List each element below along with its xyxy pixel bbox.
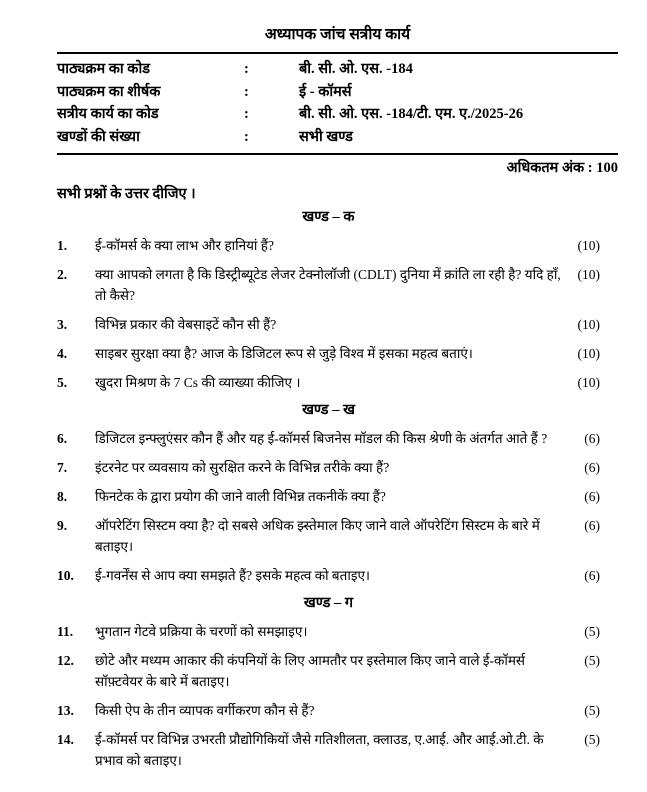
instruction-line: सभी प्रश्नों के उत्तर दीजिए ।	[57, 186, 196, 202]
course-code-value: बी. सी. ओ. एस. -184	[299, 61, 413, 77]
question-text: ई-गवर्नेंस से आप क्या समझते हैं? इसके महत्व को बताइए।	[95, 568, 371, 583]
question-text: ई-कॉमर्स पर विभिन्न उभरती प्रौद्योगिकियों जैसे गतिशीलता, क्लाउड, ए.आई. और आई.ओ.टी. के प्रभाव को बताइए।	[95, 732, 544, 768]
sections-count-label: खण्डों की संख्या	[57, 128, 140, 145]
question-marks: (6)	[584, 518, 600, 533]
question-number: 1.	[57, 238, 68, 253]
question-row	[57, 428, 618, 449]
question-row	[57, 565, 618, 586]
course-info-table	[57, 52, 618, 155]
question-row	[57, 235, 618, 256]
question-marks: (6)	[584, 568, 600, 583]
question-marks: (5)	[584, 703, 600, 718]
question-text: इंटरनेट पर व्यवसाय को सुरक्षित करने के विभिन्न तरीके क्या हैं?	[95, 460, 390, 475]
sections-count-value: सभी खण्ड	[299, 128, 353, 145]
question-number: 5.	[57, 375, 68, 390]
question-number: 8.	[57, 489, 68, 504]
question-text: क्या आपको लगता है कि डिस्ट्रीब्यूटेड लेजर टेक्नोलॉजी (CDLT) दुनिया में क्रांति ला रही है? यदि हाँ, तो कैसे?	[95, 267, 561, 303]
question-number: 13.	[57, 703, 74, 718]
question-marks: (6)	[584, 460, 600, 475]
question-row	[57, 314, 618, 335]
question-marks: (10)	[577, 267, 600, 282]
question-text: भुगतान गेटवे प्रक्रिया के चरणों को समझाइए।	[95, 624, 308, 639]
question-sections	[57, 208, 618, 771]
section-heading: खण्ड – ग	[303, 595, 354, 611]
section-heading: खण्ड – क	[302, 209, 355, 225]
question-row	[57, 621, 618, 642]
question-text: डिजिटल इन्फ्लुएंसर कौन हैं और यह ई-कॉमर्स बिजनेस मॉडल की किस श्रेणी के अंतर्गत आते हैं ?	[95, 431, 548, 446]
question-marks: (5)	[584, 624, 600, 639]
course-code-label: पाठ्यक्रम का कोड	[57, 61, 150, 77]
question-marks: (10)	[577, 375, 600, 390]
separator-colon: :	[244, 106, 249, 122]
course-code-row	[57, 58, 618, 81]
course-title-row	[57, 81, 618, 104]
question-marks: (10)	[577, 238, 600, 253]
question-text: किसी ऐप के तीन व्यापक वर्गीकरण कौन से हैं?	[95, 703, 315, 718]
question-row	[57, 343, 618, 364]
question-number: 12.	[57, 653, 74, 668]
question-number: 4.	[57, 346, 68, 361]
question-number: 6.	[57, 431, 68, 446]
question-marks: (6)	[584, 431, 600, 446]
question-marks: (5)	[584, 653, 600, 668]
question-row	[57, 700, 618, 721]
section-heading: खण्ड – ख	[302, 402, 355, 418]
question-row	[57, 264, 618, 306]
course-title-value: ई - कॉमर्स	[299, 83, 352, 100]
separator-colon: :	[244, 83, 249, 100]
assignment-code-value: बी. सी. ओ. एस. -184/टी. एम. ए./2025-26	[299, 106, 524, 122]
question-number: 7.	[57, 460, 68, 475]
question-marks: (10)	[577, 317, 600, 332]
question-row	[57, 515, 618, 557]
separator-colon: :	[244, 128, 249, 145]
question-number: 9.	[57, 518, 68, 533]
question-text: ई-कॉमर्स के क्या लाभ और हानियां हैं?	[95, 238, 274, 253]
question-marks: (10)	[577, 346, 600, 361]
question-text: खुदरा मिश्रण के 7 Cs की व्याख्या कीजिए ।	[95, 375, 301, 390]
question-text: साइबर सुरक्षा क्या है? आज के डिजिटल रूप से जुड़े विश्व में इसका महत्व बताएं।	[95, 346, 473, 361]
question-number: 14.	[57, 732, 74, 747]
question-text: विभिन्न प्रकार की वेबसाइटें कौन सी हैं?	[95, 317, 277, 332]
question-number: 11.	[57, 624, 74, 639]
question-row	[57, 457, 618, 478]
question-text: छोटे और मध्यम आकार की कंपनियों के लिए आमतौर पर इस्तेमाल किए जाने वाले ई-कॉमर्स सॉफ़्टवेयर के बारे में बताइए।	[95, 653, 526, 689]
max-marks: अधिकतम अंक : 100	[506, 160, 618, 176]
question-number: 3.	[57, 317, 68, 332]
question-marks: (6)	[584, 489, 600, 504]
question-number: 2.	[57, 267, 68, 282]
assignment-code-row	[57, 103, 618, 126]
document-title: अध्यापक जांच सत्रीय कार्य	[264, 26, 411, 43]
sections-count-row	[57, 126, 618, 149]
question-marks: (5)	[584, 732, 600, 747]
course-title-label: पाठ्यक्रम का शीर्षक	[57, 83, 161, 100]
assignment-code-label: सत्रीय कार्य का कोड	[57, 106, 159, 122]
question-number: 10.	[57, 568, 74, 583]
question-row	[57, 729, 618, 771]
question-row	[57, 372, 618, 393]
question-text: फिनटेक के द्वारा प्रयोग की जाने वाली विभिन्न तकनीकें क्या हैं?	[95, 489, 386, 504]
question-row	[57, 486, 618, 507]
question-text: ऑपरेटिंग सिस्टम क्या है? दो सबसे अधिक झ्स्तेमाल किए जाने वाले ऑपरेटिंग सिस्टम के बारे में बताइए।	[95, 518, 540, 554]
question-row	[57, 650, 618, 692]
separator-colon: :	[244, 61, 249, 77]
